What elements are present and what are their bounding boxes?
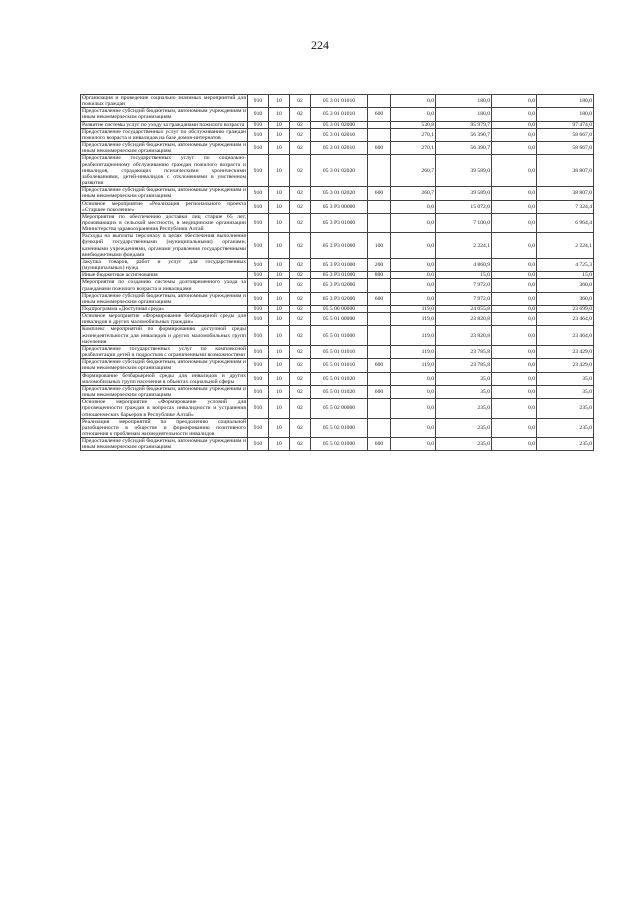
amount-1: 119,0 <box>391 359 436 372</box>
target-article-code: 05 3 01 02010 <box>311 128 368 141</box>
ministry-code: 910 <box>248 187 269 200</box>
subsection-code: 02 <box>290 155 311 187</box>
expense-type-code <box>368 399 391 418</box>
amount-3: 0,0 <box>492 345 537 358</box>
ministry-code: 910 <box>248 233 269 259</box>
expense-type-code: 200 <box>368 258 391 271</box>
section-code: 10 <box>269 438 290 451</box>
amount-4: 23 464,0 <box>537 313 594 326</box>
row-name: Реализация мероприятий по преодолению социальной разобщенности в обществе и формированию позитивного отношения к проблемам жизнедеятельности инвалидов <box>82 418 246 437</box>
table-row <box>81 128 594 141</box>
amount-2: 23 820,8 <box>436 326 492 345</box>
ministry-code: 910 <box>248 438 269 451</box>
subsection-code: 02 <box>290 292 311 305</box>
amount-4: 360,0 <box>537 292 594 305</box>
amount-4: 38 807,0 <box>537 155 594 187</box>
amount-2: 56 390,7 <box>436 142 492 155</box>
row-name: Предоставление субсидий бюджетным, автономным учреждениям и иным некоммерческим организациям <box>82 142 246 155</box>
amount-1: 119,0 <box>391 326 436 345</box>
table-row <box>81 258 594 271</box>
row-name: Мероприятия по созданию системы долговременного ухода за гражданами пожилого возраста и инвалидами <box>82 279 246 292</box>
ministry-code: 910 <box>248 326 269 345</box>
subsection-code: 02 <box>290 200 311 213</box>
subsection-code: 02 <box>290 108 311 121</box>
section-code: 10 <box>269 359 290 372</box>
amount-4: 58 667,0 <box>537 128 594 141</box>
table-row <box>81 272 594 279</box>
ministry-code: 910 <box>248 385 269 398</box>
amount-4: 15,0 <box>537 272 594 279</box>
subsection-code: 02 <box>290 306 311 313</box>
ministry-code: 910 <box>248 359 269 372</box>
row-name: Мероприятия по обеспечению доставки лиц старше 65 лет, проживающих в сельской местности, в медицинские организации Министерства здравоохранения Республики Алтай <box>82 213 246 233</box>
expense-type-code <box>368 200 391 213</box>
subsection-code: 02 <box>290 279 311 292</box>
amount-3: 0,0 <box>492 200 537 213</box>
amount-3: 0,0 <box>492 418 537 437</box>
amount-2: 35,0 <box>436 372 492 385</box>
target-article-code: 05 3 01 02010 <box>311 142 368 155</box>
expense-type-code <box>368 306 391 313</box>
amount-3: 0,0 <box>492 108 537 121</box>
amount-1: 270,1 <box>391 142 436 155</box>
amount-3: 0,0 <box>492 155 537 187</box>
amount-4: 58 667,0 <box>537 142 594 155</box>
subsection-code: 02 <box>290 187 311 200</box>
table-row <box>81 213 594 232</box>
target-article-code: 05 5 02 00000 <box>311 399 368 418</box>
amount-1: 0,0 <box>391 292 436 305</box>
table-row <box>81 95 594 108</box>
row-name: Предоставление субсидий бюджетным, автономным учреждениям и иным некоммерческим организациям <box>82 438 246 451</box>
table-row <box>81 345 594 358</box>
section-code: 10 <box>269 142 290 155</box>
target-article-code: 05 3 P3 00000 <box>311 200 368 213</box>
row-name: Формирование безбарьерной среды для инвалидов и других маломобильных групп населения в объектах социальной сферы <box>82 372 246 385</box>
table-row <box>81 326 594 345</box>
ministry-code: 910 <box>248 128 269 141</box>
row-name: Закупка товаров, работ и услуг для государственных (муниципальных) нужд <box>82 258 246 272</box>
expense-type-code <box>368 95 391 108</box>
subsection-code: 02 <box>290 399 311 418</box>
amount-1: 260,7 <box>391 187 436 200</box>
ministry-code: 910 <box>248 272 269 279</box>
table-row <box>81 359 594 372</box>
target-article-code: 05 3 01 01010 <box>311 108 368 121</box>
expense-type-code: 600 <box>368 108 391 121</box>
target-article-code: 05 5 01 01020 <box>311 372 368 385</box>
amount-4: 2 224,1 <box>537 233 594 259</box>
section-code: 10 <box>269 155 290 187</box>
amount-1: 0,0 <box>391 418 436 437</box>
section-code: 10 <box>269 313 290 326</box>
section-code: 10 <box>269 385 290 398</box>
table-row <box>81 155 594 187</box>
ministry-code: 910 <box>248 306 269 313</box>
row-name: Предоставление субсидий бюджетным, автономным учреждениям и иным некоммерческим организациям <box>82 187 246 200</box>
amount-1: 0,0 <box>391 272 436 279</box>
ministry-code: 910 <box>248 292 269 305</box>
table-row <box>81 279 594 292</box>
target-article-code: 05 3 P3 01000 <box>311 272 368 279</box>
expense-type-code: 600 <box>368 359 391 372</box>
amount-2: 24 055,8 <box>436 306 492 313</box>
ministry-code: 910 <box>248 213 269 232</box>
ministry-code: 910 <box>248 121 269 128</box>
amount-4: 23 429,0 <box>537 359 594 372</box>
amount-4: 7 324,4 <box>537 200 594 213</box>
row-name: Основное мероприятие «Реализация регионального проекта «Старшее поколение» <box>82 200 246 213</box>
subsection-code: 02 <box>290 95 311 108</box>
budget-table <box>80 94 594 451</box>
target-article-code: 05 3 P3 01000 <box>311 258 368 271</box>
amount-1: 0,0 <box>391 385 436 398</box>
amount-3: 0,0 <box>492 142 537 155</box>
amount-4: 180,0 <box>537 95 594 108</box>
amount-2: 23 785,8 <box>436 345 492 358</box>
subsection-code: 02 <box>290 128 311 141</box>
amount-4: 23 429,0 <box>537 345 594 358</box>
row-name: Предоставление субсидий бюджетным, автономным учреждениям и иным некоммерческим организациям <box>82 292 246 305</box>
target-article-code: 05 5 01 01020 <box>311 385 368 398</box>
amount-2: 23 820,8 <box>436 313 492 326</box>
amount-2: 15 072,0 <box>436 200 492 213</box>
table-row <box>81 418 594 437</box>
amount-1: 0,0 <box>391 95 436 108</box>
subsection-code: 02 <box>290 272 311 279</box>
amount-1: 0,0 <box>391 279 436 292</box>
target-article-code: 05 3 01 02020 <box>311 155 368 187</box>
amount-4: 4 725,3 <box>537 258 594 271</box>
amount-2: 39 589,0 <box>436 187 492 200</box>
subsection-code: 02 <box>290 313 311 326</box>
section-code: 10 <box>269 213 290 232</box>
amount-2: 235,0 <box>436 438 492 451</box>
row-name: Основное мероприятие «Формирование безбарьерной среды для инвалидов и других маломобильных граждан» <box>82 313 246 326</box>
amount-2: 180,0 <box>436 95 492 108</box>
subsection-code: 02 <box>290 438 311 451</box>
amount-1: 0,0 <box>391 200 436 213</box>
amount-2: 7 972,0 <box>436 279 492 292</box>
target-article-code: 05 3 P3 01000 <box>311 233 368 259</box>
expense-type-code: 600 <box>368 385 391 398</box>
expense-type-code <box>368 279 391 292</box>
amount-1: 0,0 <box>391 258 436 271</box>
target-article-code: 05 5 01 00000 <box>311 313 368 326</box>
amount-3: 0,0 <box>492 306 537 313</box>
page-number: 224 <box>311 38 329 52</box>
subsection-code: 02 <box>290 326 311 345</box>
table-row <box>81 306 594 313</box>
expense-type-code: 800 <box>368 272 391 279</box>
table-row <box>81 200 594 213</box>
table-row <box>81 399 594 418</box>
subsection-code: 02 <box>290 213 311 232</box>
expense-type-code <box>368 372 391 385</box>
amount-2: 7 100,0 <box>436 213 492 232</box>
expense-type-code: 600 <box>368 187 391 200</box>
amount-2: 23 785,8 <box>436 359 492 372</box>
table-row <box>81 372 594 385</box>
target-article-code: 05 5 01 01010 <box>311 359 368 372</box>
subsection-code: 02 <box>290 233 311 259</box>
table-row <box>81 108 594 121</box>
row-name: Предоставление субсидий бюджетным, автономным учреждениям и иным некоммерческим организациям <box>82 108 246 121</box>
subsection-code: 02 <box>290 385 311 398</box>
target-article-code: 05 3 01 02020 <box>311 187 368 200</box>
section-code: 10 <box>269 200 290 213</box>
amount-4: 360,0 <box>537 279 594 292</box>
table-row <box>81 385 594 398</box>
amount-1: 0,0 <box>391 399 436 418</box>
target-article-code: 05 3 01 02000 <box>311 121 368 128</box>
expense-type-code: 600 <box>368 438 391 451</box>
amount-1: 0,0 <box>391 233 436 259</box>
amount-1: 270,1 <box>391 128 436 141</box>
amount-4: 35,0 <box>537 385 594 398</box>
section-code: 10 <box>269 128 290 141</box>
row-name: Предоставление государственных услуг по обслуживанию граждан пожилого возраста и инвалидов на базе домов-интернатов <box>82 128 246 141</box>
amount-2: 56 390,7 <box>436 128 492 141</box>
amount-3: 0,0 <box>492 372 537 385</box>
target-article-code: 05 5 00 00000 <box>311 306 368 313</box>
row-name: Иные бюджетные ассигнования <box>81 272 248 279</box>
row-name: Организация и проведение социально значимых мероприятий для пожилых граждан <box>82 95 246 108</box>
table-row <box>81 233 594 259</box>
amount-2: 35,0 <box>436 385 492 398</box>
amount-3: 0,0 <box>492 279 537 292</box>
target-article-code: 05 5 02 01000 <box>311 438 368 451</box>
row-name: Расходы на выплаты персоналу в целях обеспечения выполнения функций государственными (муниципальными) органами, казенными учреждениями, органами управления государственными внебюджетными фондами <box>82 233 246 258</box>
amount-4: 23 699,0 <box>537 306 594 313</box>
amount-1: 0,0 <box>391 108 436 121</box>
ministry-code: 910 <box>248 399 269 418</box>
ministry-code: 910 <box>248 372 269 385</box>
subsection-code: 02 <box>290 258 311 271</box>
amount-4: 235,0 <box>537 399 594 418</box>
expense-type-code <box>368 313 391 326</box>
expense-type-code <box>368 128 391 141</box>
target-article-code: 05 5 02 01000 <box>311 418 368 437</box>
amount-3: 0,0 <box>492 95 537 108</box>
amount-4: 235,0 <box>537 438 594 451</box>
row-name: Предоставление субсидий бюджетным, автономным учреждениям и иным некоммерческим организациям <box>82 385 246 399</box>
subsection-code: 02 <box>290 359 311 372</box>
section-code: 10 <box>269 121 290 128</box>
amount-3: 0,0 <box>492 233 537 259</box>
expense-type-code <box>368 345 391 358</box>
amount-1: 260,7 <box>391 155 436 187</box>
amount-3: 0,0 <box>492 292 537 305</box>
amount-3: 0,0 <box>492 121 537 128</box>
amount-4: 6 964,4 <box>537 213 594 232</box>
section-code: 10 <box>269 345 290 358</box>
amount-3: 0,0 <box>492 187 537 200</box>
section-code: 10 <box>269 326 290 345</box>
row-name: Подпрограмма «Доступная среда» <box>81 306 248 313</box>
ministry-code: 910 <box>248 155 269 187</box>
amount-3: 0,0 <box>492 385 537 398</box>
amount-4: 35,0 <box>537 372 594 385</box>
amount-1: 0,0 <box>391 372 436 385</box>
amount-4: 38 807,0 <box>537 187 594 200</box>
subsection-code: 02 <box>290 121 311 128</box>
section-code: 10 <box>269 108 290 121</box>
amount-4: 180,0 <box>537 108 594 121</box>
amount-2: 235,0 <box>436 418 492 437</box>
amount-3: 0,0 <box>492 272 537 279</box>
target-article-code: 05 3 P3 02000 <box>311 279 368 292</box>
section-code: 10 <box>269 418 290 437</box>
target-article-code: 05 3 P3 02000 <box>311 292 368 305</box>
expense-type-code <box>368 213 391 232</box>
subsection-code: 02 <box>290 345 311 358</box>
amount-1: 530,8 <box>391 121 436 128</box>
amount-3: 0,0 <box>492 359 537 372</box>
amount-3: 0,0 <box>492 326 537 345</box>
ministry-code: 910 <box>248 200 269 213</box>
expense-type-code <box>368 326 391 345</box>
expense-type-code <box>368 155 391 187</box>
subsection-code: 02 <box>290 372 311 385</box>
amount-2: 235,0 <box>436 399 492 418</box>
expense-type-code: 600 <box>368 142 391 155</box>
row-name: Предоставление государственных услуг по социально-реабилитационному обслуживанию граждан пожилого возраста и инвалидов, страдающих психическими хроническими заболеваниями, детей-инвалидов с отклонениями в умственном развитии <box>82 155 246 187</box>
ministry-code: 910 <box>248 258 269 271</box>
table-row <box>81 142 594 155</box>
section-code: 10 <box>269 399 290 418</box>
ministry-code: 910 <box>248 95 269 108</box>
section-code: 10 <box>269 272 290 279</box>
amount-4: 97 474,0 <box>537 121 594 128</box>
amount-2: 15,0 <box>436 272 492 279</box>
section-code: 10 <box>269 95 290 108</box>
target-article-code: 05 5 01 01010 <box>311 345 368 358</box>
target-article-code: 05 3 01 01010 <box>311 95 368 108</box>
row-name: Предоставление субсидий бюджетным, автономным учреждениям и иным некоммерческим организациям <box>82 359 246 372</box>
amount-3: 0,0 <box>492 128 537 141</box>
amount-1: 119,0 <box>391 313 436 326</box>
ministry-code: 910 <box>248 345 269 358</box>
amount-1: 119,0 <box>391 345 436 358</box>
amount-4: 23 464,0 <box>537 326 594 345</box>
amount-3: 0,0 <box>492 213 537 232</box>
row-name: Основное мероприятие «Формирование условий для просвещенности граждан в вопросах инвалидности и устранения отношенческих барьеров в Республике Алтай» <box>82 399 246 418</box>
amount-3: 0,0 <box>492 313 537 326</box>
expense-type-code: 600 <box>368 292 391 305</box>
subsection-code: 02 <box>290 142 311 155</box>
row-name: Развитие системы услуг по уходу за гражданами пожилого возраста <box>81 121 248 128</box>
table-row <box>81 313 594 326</box>
section-code: 10 <box>269 233 290 259</box>
amount-3: 0,0 <box>492 258 537 271</box>
expense-type-code <box>368 418 391 437</box>
table-row <box>81 121 594 128</box>
amount-3: 0,0 <box>492 438 537 451</box>
section-code: 10 <box>269 187 290 200</box>
section-code: 10 <box>269 372 290 385</box>
expense-type-code: 100 <box>368 233 391 259</box>
subsection-code: 02 <box>290 418 311 437</box>
section-code: 10 <box>269 258 290 271</box>
amount-1: 0,0 <box>391 213 436 232</box>
amount-4: 235,0 <box>537 418 594 437</box>
amount-2: 4 860,9 <box>436 258 492 271</box>
row-name: Предоставление государственных услуг по комплексной реабилитации детей и подростков с ограниченными возможностями <box>82 345 246 359</box>
ministry-code: 910 <box>248 108 269 121</box>
table-row <box>81 438 594 451</box>
section-code: 10 <box>269 292 290 305</box>
amount-2: 180,0 <box>436 108 492 121</box>
section-code: 10 <box>269 306 290 313</box>
table-row <box>81 292 594 305</box>
ministry-code: 910 <box>248 418 269 437</box>
ministry-code: 910 <box>248 279 269 292</box>
amount-2: 2 224,1 <box>436 233 492 259</box>
expense-type-code <box>368 121 391 128</box>
ministry-code: 910 <box>248 313 269 326</box>
target-article-code: 05 3 P3 01000 <box>311 213 368 232</box>
amount-2: 39 589,0 <box>436 155 492 187</box>
amount-1: 119,0 <box>391 306 436 313</box>
table-row <box>81 187 594 200</box>
section-code: 10 <box>269 279 290 292</box>
amount-3: 0,0 <box>492 399 537 418</box>
amount-2: 7 972,0 <box>436 292 492 305</box>
target-article-code: 05 5 01 01000 <box>311 326 368 345</box>
amount-1: 0,0 <box>391 438 436 451</box>
ministry-code: 910 <box>248 142 269 155</box>
row-name: Комплекс мероприятий по формированию доступной среды жизнедеятельности для инвалидов и других маломобильных групп населения <box>82 326 246 345</box>
amount-2: 95 979,7 <box>436 121 492 128</box>
